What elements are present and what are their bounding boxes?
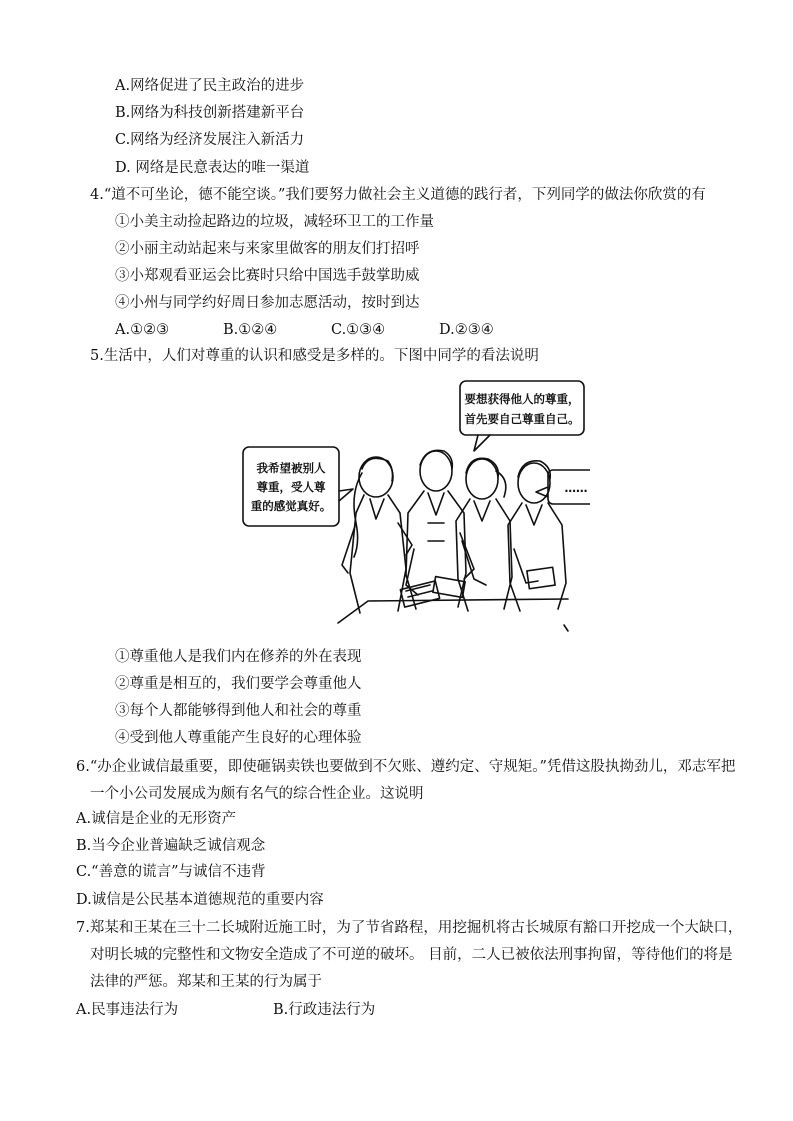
- students-talking-illustration: [238, 373, 590, 635]
- q5-item-2: ②尊重是相互的，我们要学会尊重他人: [115, 676, 362, 692]
- q4-item-1: ①小美主动捡起路边的垃圾，减轻环卫工的工作量: [115, 214, 434, 230]
- q6-option-d: D.诚信是公民基本道德规范的重要内容: [76, 892, 324, 908]
- q7-option-b: B.行政违法行为: [273, 1002, 376, 1018]
- q4-choice-c: C.①③④: [331, 322, 386, 338]
- q7-stem-line-2: 对明长城的完整性和文物安全造成了不可逆的破坏。 目前，二人已被依法刑事拘留，等待他们的将是: [90, 947, 733, 963]
- bubble-left-line-2: 尊重，受人尊: [256, 480, 326, 494]
- bubble-top-line-1: 要想获得他人的尊重，: [464, 392, 580, 406]
- bubble-right-text: ……: [564, 481, 588, 495]
- q6-option-c: C.“善意的谎言”与诚信不违背: [76, 864, 266, 880]
- q3-option-c: C.网络为经济发展注入新活力: [115, 132, 305, 148]
- q7-stem-line-3: 法律的严惩。郑某和王某的行为属于: [90, 974, 322, 990]
- q5-item-3: ③每个人都能够得到他人和社会的尊重: [115, 703, 362, 719]
- q7-stem-line-1: 7.郑某和王某在三十二长城附近施工时，为了节省路程，用挖掘机将古长城原有豁口开挖成一个大缺口，: [76, 920, 743, 936]
- q5-item-1: ①尊重他人是我们内在修养的外在表现: [115, 649, 362, 665]
- bubble-left-line-1: 我希望被别人: [256, 461, 326, 475]
- bubble-left-line-3: 重的感觉真好。: [250, 499, 332, 513]
- q3-option-a: A.网络促进了民主政治的进步: [115, 78, 305, 94]
- q4-stem: 4.“道不可坐论，德不能空谈。”我们要努力做社会主义道德的践行者，下列同学的做法你欣赏的有: [90, 187, 706, 203]
- q4-item-4: ④小州与同学约好周日参加志愿活动，按时到达: [115, 295, 420, 311]
- q4-choice-b: B.①②④: [223, 322, 278, 338]
- q4-item-3: ③小郑观看亚运会比赛时只给中国选手鼓掌助威: [115, 268, 420, 284]
- q5-item-4: ④受到他人尊重能产生良好的心理体验: [115, 730, 362, 746]
- q6-stem-line-2: 一个小公司发展成为颇有名气的综合性企业。这说明: [90, 786, 424, 802]
- q3-option-d: D. 网络是民意表达的唯一渠道: [115, 160, 310, 176]
- q4-choice-a: A.①②③: [115, 322, 170, 338]
- bubble-top-line-2: 首先要自己尊重自己。: [464, 412, 580, 426]
- q7-option-a: A.民事违法行为: [76, 1002, 179, 1018]
- q5-stem: 5.生活中，人们对尊重的认识和感受是多样的。下图中同学的看法说明: [90, 348, 539, 364]
- q4-item-2: ②小丽主动站起来与来家里做客的朋友们打招呼: [115, 241, 420, 257]
- student-boy-right: [508, 461, 566, 611]
- q4-choice-d: D.②③④: [439, 322, 494, 338]
- q3-option-b: B.网络为科技创新搭建新平台: [115, 105, 305, 121]
- q6-option-b: B.当今企业普遍缺乏诚信观念: [76, 838, 266, 854]
- speech-bubble-top: [460, 381, 584, 435]
- q6-stem-line-1: 6.“办企业诚信最重要，即使砸锅卖铁也要做到不欠账、遵约定、守规矩。”凭借这股执拗劲儿，邓志军把: [76, 759, 736, 775]
- q6-option-a: A.诚信是企业的无形资产: [76, 811, 237, 827]
